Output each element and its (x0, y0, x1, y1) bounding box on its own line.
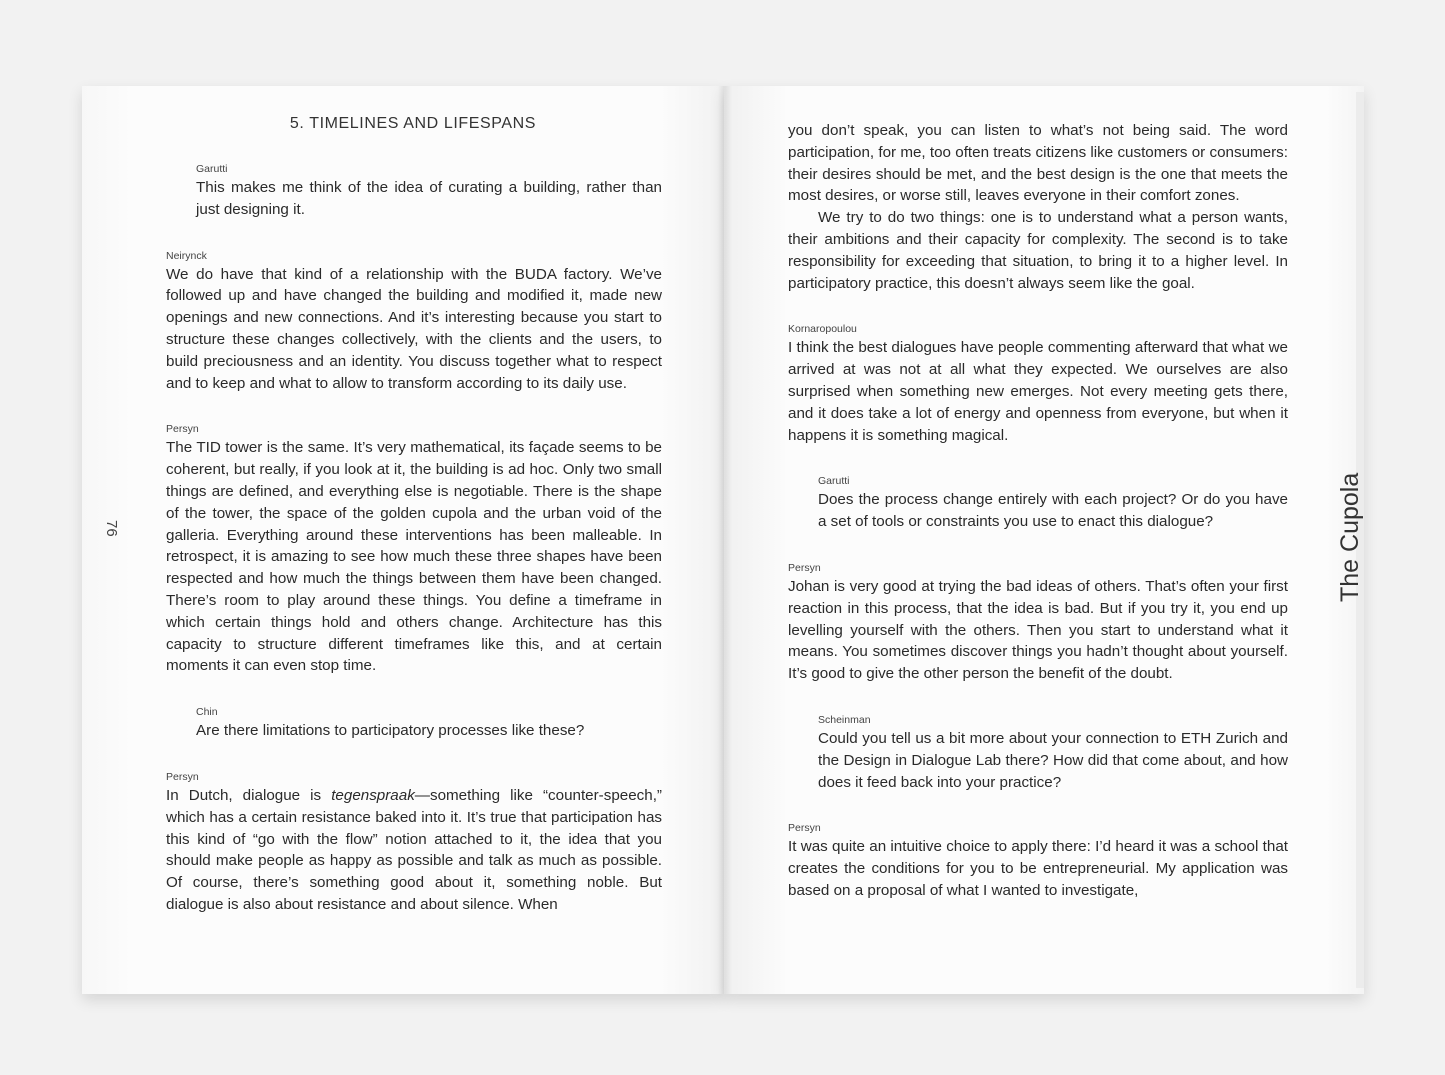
dialogue-block (166, 249, 662, 395)
speaker-name: Persyn (166, 423, 199, 436)
dialogue-text: Could you tell us a bit more about your connection to ETH Zurich and the Design in Dialogue Lab there? How did that come about, and how does it feed back into your practice? (818, 729, 1288, 791)
dialogue-block (788, 474, 1288, 533)
dialogue-text: This makes me think of the idea of curating a building, rather than just designing it. (196, 179, 662, 218)
dialogue-text: The TID tower is the same. It’s very mathematical, its façade seems to be coherent, but really, if you look at it, the building is ad hoc. Only two small things are defined, and everything else is negotiable. There is the shape of the tower, the space of the golden cupola and the urban void of the galleria. Everything around these interventions has been malleable. In retrospect, it is amazing to see how much these three shapes have been respected and how much the things between them have been changed. There’s room to play around these things. You define a timeframe in which certain things hold and others change. Architecture has this capacity to structure different timeframes like this, and at certain moments it can even stop time. (166, 439, 662, 675)
text-segment: In Dutch, dialogue is (166, 786, 332, 804)
text-segment: —something like “counter-speech,” which has a certain resistance baked into it. It’s true that participation has this kind of “go with the flow” notion attached to it, the idea that you should make people as happy as possible and talk as much as possible. Of course, there’s something good about it, something noble. But dialogue is also about resistance and about silence. When (166, 786, 662, 913)
speaker-name: Chin (196, 706, 218, 719)
dialogue-block (788, 821, 1288, 901)
chapter-title: 5. TIMELINES AND LIFESPANS (289, 115, 537, 132)
dialogue-block (788, 322, 1288, 446)
speaker-name: Persyn (166, 770, 199, 783)
italic-term: tegenspraak (331, 786, 415, 804)
dialogue-block (788, 713, 1288, 793)
left-text-column (166, 162, 662, 944)
dialogue-text: Are there limitations to participatory processes like these? (196, 722, 585, 740)
continuation-paragraph: you don’t speak, you can listen to what’s not being said. The word participation, for me, too often treats citizens like customers or consumers: their desires should be met, and the best design is the one that meets the most desires, or worse still, leaves everyone in their comfort zones. (788, 122, 1288, 205)
dialogue-block (788, 561, 1288, 685)
speaker-name: Persyn (788, 822, 821, 835)
dialogue-text: I think the best dialogues have people commenting afterward that what we arrived at was not at all what they expected. We ourselves are also surprised when something new emerges. Not every meeting gets there, and it does take a lot of energy and openness from everyone, but when it happens it is something magical. (788, 339, 1288, 444)
running-title: The Cupola (1336, 472, 1364, 602)
dialogue-text (166, 785, 662, 916)
right-text-column (788, 120, 1288, 930)
dialogue-text: We do have that kind of a relationship with the BUDA factory. We’ve followed up and have changed the building and modified it, made new openings and new connections. And it’s interesting because you start to structure these changes collectively, with the clients and the users, to build preciousness and an identity. You discuss together what to respect and to keep and what to allow to transform according to its daily use. (166, 265, 662, 392)
dialogue-text: It was quite an intuitive choice to apply there: I’d heard it was a school that creates the conditions for you to be entrepreneurial. My application was based on a proposal of what I wanted to investigate, (788, 838, 1288, 899)
speaker-name: Garutti (818, 475, 850, 488)
page-number: 76 (103, 520, 120, 537)
speaker-name: Persyn (788, 561, 821, 574)
dialogue-block (166, 422, 662, 677)
speaker-name: Scheinman (818, 713, 871, 726)
continued-text (788, 120, 1288, 294)
speaker-name: Kornaropoulou (788, 323, 857, 336)
speaker-name: Garutti (196, 163, 228, 175)
speaker-name: Neirynck (166, 249, 207, 262)
book-gutter (718, 86, 732, 994)
dialogue-block (166, 770, 662, 916)
continuation-paragraph: We try to do two things: one is to understand what a person wants, their ambitions and their capacity for complexity. The second is to take responsibility for exceeding that situation, to bring it to a higher level. In participatory practice, this doesn’t always seem like the goal. (788, 209, 1288, 292)
dialogue-text: Johan is very good at trying the bad ideas of others. That’s often your first reaction in this process, that the idea is bad. But if you try it, you end up levelling yourself with the others. Then you start to understand what it means. You sometimes discover things you hadn’t thought about yourself. It’s good to give the other person the benefit of the doubt. (788, 577, 1288, 683)
dialogue-block (166, 705, 662, 742)
dialogue-block (166, 162, 662, 221)
dialogue-text: Does the process change entirely with each project? Or do you have a set of tools or constraints you use to enact this dialogue? (818, 491, 1288, 531)
